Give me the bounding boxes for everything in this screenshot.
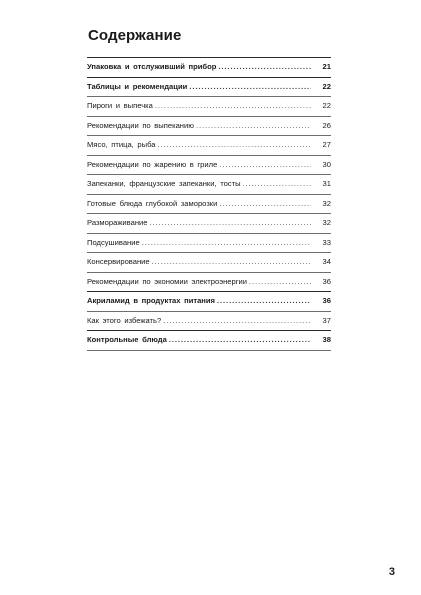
toc-entry-label: Акриламид в продуктах питания — [87, 296, 215, 305]
dot-leader — [243, 175, 311, 194]
toc-entry-label: Запеканки, французские запеканки, тосты — [87, 179, 241, 188]
toc-entry-label: Мясо, птица, рыба — [87, 140, 156, 149]
toc-entry-page: 22 — [322, 81, 331, 91]
dot-leader — [196, 117, 311, 136]
toc-entry-label: Рекомендации по экономии электроэнергии — [87, 276, 247, 286]
dot-leader — [169, 331, 311, 350]
toc-entry-label: Контрольные блюда — [87, 335, 167, 344]
page-title: Содержание — [88, 27, 182, 44]
toc-entry[interactable] — [87, 330, 331, 350]
toc-entry-label: Рекомендации по выпеканию — [87, 120, 194, 130]
toc-entry[interactable] — [87, 272, 331, 292]
dot-leader — [219, 156, 311, 175]
dot-leader — [217, 292, 311, 311]
toc-entry-label: Размораживание — [87, 218, 148, 227]
toc-entry-label: Упаковка и отслуживший прибор — [87, 62, 217, 71]
toc-entry-page: 36 — [322, 296, 331, 305]
toc-entry-label: Рекомендации по жарению в гриле — [87, 159, 218, 169]
dot-leader — [155, 97, 311, 116]
toc-entry-page: 34 — [322, 257, 331, 266]
toc-entry[interactable] — [87, 155, 331, 175]
toc-entry[interactable] — [87, 57, 331, 77]
dot-leader — [163, 312, 311, 331]
toc-entry-page: 36 — [322, 276, 331, 286]
toc-entry-label: Консервирование — [87, 257, 150, 266]
toc-entry-page: 21 — [322, 62, 331, 71]
dot-leader — [142, 234, 311, 253]
toc-entry-page: 37 — [322, 315, 331, 325]
toc-entry-label: Подсушивание — [87, 237, 140, 247]
dot-leader — [219, 195, 311, 214]
toc-entry[interactable] — [87, 194, 331, 214]
toc-entry-page: 31 — [322, 179, 331, 188]
dot-leader — [152, 253, 311, 272]
toc-entry-page: 38 — [322, 335, 331, 344]
dot-leader — [149, 214, 311, 233]
toc-entry[interactable] — [87, 213, 331, 233]
toc-entry-page: 26 — [322, 120, 331, 130]
toc-entry[interactable] — [87, 311, 331, 331]
table-of-contents — [87, 57, 331, 351]
toc-bottom-rule — [87, 350, 331, 351]
dot-leader — [249, 273, 311, 292]
toc-entry-page: 32 — [322, 218, 331, 227]
dot-leader — [189, 78, 311, 97]
dot-leader — [218, 58, 311, 77]
toc-entry[interactable] — [87, 96, 331, 116]
toc-entry[interactable] — [87, 291, 331, 311]
toc-entry[interactable] — [87, 135, 331, 155]
page-number: 3 — [388, 566, 395, 578]
toc-entry-label: Таблицы и рекомендации — [87, 81, 188, 91]
toc-entry[interactable] — [87, 252, 331, 272]
toc-entry[interactable] — [87, 116, 331, 136]
toc-entry-label: Как этого избежать? — [87, 315, 162, 325]
toc-entry[interactable] — [87, 174, 331, 194]
toc-entry-label: Пироги и выпечка — [87, 101, 153, 110]
toc-entry[interactable] — [87, 233, 331, 253]
dot-leader — [157, 136, 311, 155]
toc-entry-page: 27 — [322, 140, 331, 149]
toc-entry-page: 33 — [322, 237, 331, 247]
toc-entry-page: 32 — [322, 198, 331, 208]
toc-entry-page: 30 — [322, 159, 331, 169]
toc-entry-label: Готовые блюда глубокой заморозки — [87, 198, 218, 208]
toc-entry[interactable] — [87, 77, 331, 97]
toc-entry-page: 22 — [322, 101, 331, 110]
